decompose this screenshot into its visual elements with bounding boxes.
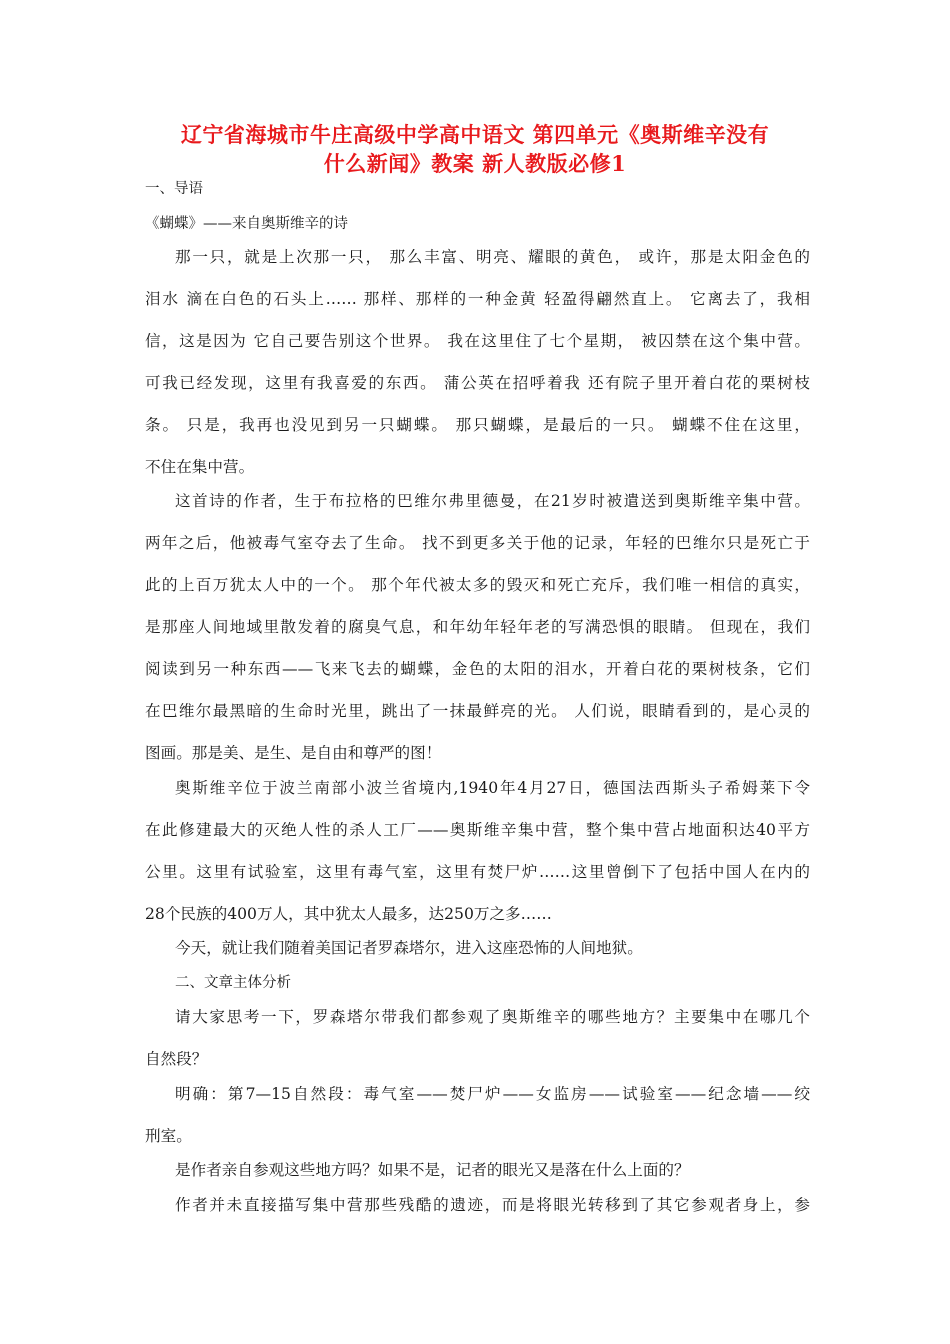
text-line: 可我已经发现，这里有我喜爱的东西。 蒲公英在招呼着我 还有院子里开着白花的栗树枝 xyxy=(145,374,810,392)
text-line: 自然段？ xyxy=(145,1050,208,1068)
poem-title: 《蝴蝶》——来自奥斯维辛的诗 xyxy=(145,216,348,232)
text-line: 奥斯维辛位于波兰南部小波兰省境内,1940年4月27日，德国法西斯头子希姆莱下令 xyxy=(175,779,810,797)
text-line: 公里。这里有试验室，这里有毒气室，这里有焚尸炉……这里曾倒下了包括中国人在内的 xyxy=(145,863,810,881)
text-line: 在巴维尔最黑暗的生命时光里，跳出了一抹最鲜亮的光。 人们说，眼睛看到的，是心灵的 xyxy=(145,702,810,720)
text-line: 此的上百万犹太人中的一个。 那个年代被太多的毁灭和死亡充斥，我们唯一相信的真实， xyxy=(145,576,810,594)
text-line: 阅读到另一种东西——飞来飞去的蝴蝶，金色的太阳的泪水，开着白花的栗树枝条，它们 xyxy=(145,660,810,678)
text-line: 明确：第7—15自然段：毒气室——焚尸炉——女监房——试验室——纪念墙——绞 xyxy=(175,1085,810,1103)
text-line: 今天，就让我们随着美国记者罗森塔尔，进入这座恐怖的人间地狱。 xyxy=(175,939,643,957)
document-title-line-1: 辽宁省海城市牛庄高级中学高中语文 第四单元《奥斯维辛没有 xyxy=(180,122,770,147)
text-line: 28个民族的400万人，其中犹太人最多，达250万之多…… xyxy=(145,905,552,923)
section-heading-intro: 一、导语 xyxy=(145,181,203,197)
text-line: 图画。那是美、是生、是自由和尊严的图！ xyxy=(145,744,442,762)
text-line: 刑室。 xyxy=(145,1127,192,1145)
text-line: 那一只，就是上次那一只， 那么丰富、明亮、耀眼的黄色， 或许，那是太阳金色的 xyxy=(175,248,810,266)
text-line: 是作者亲自参观这些地方吗？如果不是，记者的眼光又是落在什么上面的？ xyxy=(175,1161,690,1179)
text-line: 请大家思考一下，罗森塔尔带我们都参观了奥斯维辛的哪些地方？主要集中在哪几个 xyxy=(175,1008,810,1026)
text-line: 在此修建最大的灭绝人性的杀人工厂——奥斯维辛集中营，整个集中营占地面积达40平方 xyxy=(145,821,810,839)
text-line: 不住在集中营。 xyxy=(145,458,255,476)
section-heading-analysis: 二、文章主体分析 xyxy=(175,975,291,991)
text-line: 信，这是因为 它自己要告别这个世界。 我在这里住了七个星期， 被囚禁在这个集中营。 xyxy=(145,332,810,350)
document-title-line-2: 什么新闻》教案 新人教版必修1 xyxy=(323,151,627,176)
text-line: 泪水 滴在白色的石头上…… 那样、那样的一种金黄 轻盈得翩然直上。 它离去了，我相 xyxy=(145,290,810,308)
text-line: 这首诗的作者，生于布拉格的巴维尔弗里德曼，在21岁时被遣送到奥斯维辛集中营。 xyxy=(175,492,810,510)
text-line: 条。 只是，我再也没见到另一只蝴蝶。 那只蝴蝶，是最后的一只。 蝴蝶不住在这里， xyxy=(145,416,810,434)
text-line: 两年之后，他被毒气室夺去了生命。 找不到更多关于他的记录，年轻的巴维尔只是死亡于 xyxy=(145,534,810,552)
text-line: 是那座人间地域里散发着的腐臭气息，和年幼年轻年老的写满恐惧的眼睛。 但现在，我们 xyxy=(145,618,810,636)
text-line: 作者并未直接描写集中营那些残酷的遗迹，而是将眼光转移到了其它参观者身上，参 xyxy=(175,1196,810,1214)
